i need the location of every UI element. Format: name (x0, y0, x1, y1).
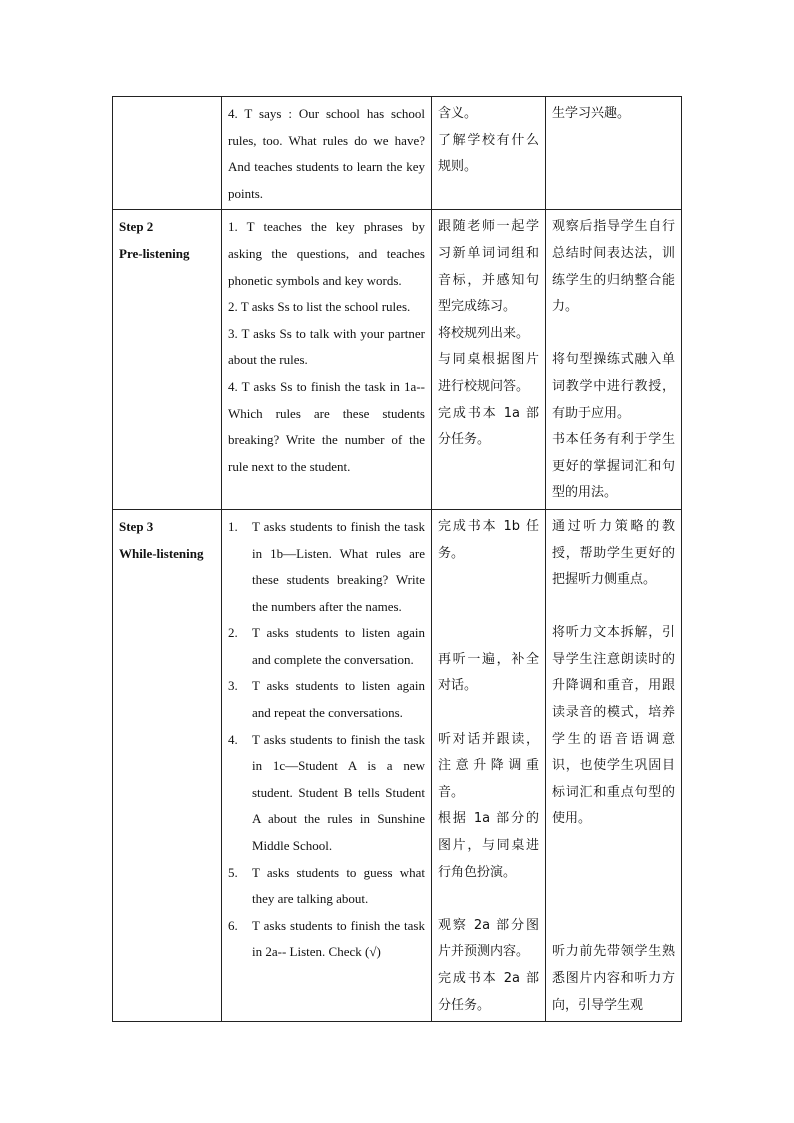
student-activity-text: 与同桌根据图片进行校规问答。 (438, 352, 539, 394)
step-label: Step 2 (119, 219, 154, 235)
student-activity-cell (432, 509, 546, 1021)
purpose-text: 将句型操练式融入单词教学中进行教授，有助于应用。 (552, 352, 675, 421)
task-text: T asks students to guess what they are talking about. (252, 864, 425, 907)
table-row (113, 509, 682, 1021)
task-number: 3. (228, 678, 238, 694)
teacher-activity-text: 3. T asks Ss to talk with your partner about the rules. (228, 325, 425, 368)
student-activity-text: 完成书本 1b 任务。 (438, 518, 539, 561)
teacher-activity-text: 1. T teaches the key phrases by asking the questions, and teaches phonetic symbols and key words. (228, 219, 425, 288)
teacher-activity-cell (222, 97, 432, 210)
step-cell (113, 509, 222, 1021)
purpose-text: 观察后指导学生自行总结时间表达法，训练学生的归纳整合能力。 (552, 219, 675, 315)
list-item (228, 727, 425, 860)
task-text: T asks students to finish the task in 1c—Student A is a new student. Student B tells Student A about the rules in Sunshine Middle School. (252, 731, 425, 854)
purpose-text: 听力前先带领学生熟悉图片内容和听力方向，引导学生观 (552, 944, 675, 1013)
table-row (113, 97, 682, 210)
student-activity-text: 了解学校有什么规则。 (438, 132, 539, 175)
student-activity-cell (432, 210, 546, 510)
teacher-activity-cell (222, 210, 432, 510)
table-row (113, 210, 682, 510)
task-text: T asks students to listen again and complete the conversation. (252, 625, 425, 667)
lesson-plan-table (112, 96, 682, 1022)
stage-label: While-listening (119, 545, 204, 561)
purpose-cell (546, 210, 682, 510)
student-activity-text: 完成书本 1a 部分任务。 (438, 405, 539, 448)
task-number: 4. (228, 731, 238, 747)
purpose-text: 将听力文本拆解，引导学生注意朗读时的升降调和重音，用跟读录音的模式，培养学生的语音语调意识，也使学生巩固目标词汇和重点句型的使用。 (552, 625, 675, 827)
purpose-cell (546, 97, 682, 210)
task-number: 2. (228, 625, 238, 641)
list-item (228, 514, 425, 620)
teacher-activity-cell (222, 509, 432, 1021)
student-activity-text: 跟随老师一起学习新单词词组和音标，并感知句型完成练习。 (438, 219, 539, 315)
student-activity-text: 完成书本 2a 部分任务。 (438, 971, 539, 1013)
task-number: 5. (228, 864, 238, 880)
student-activity-text: 将校规列出来。 (438, 325, 530, 341)
student-activity-text: 根据 1a 部分的图片，与同桌进行角色扮演。 (438, 811, 539, 880)
list-item (228, 620, 425, 673)
student-activity-text: 含义。 (438, 106, 478, 121)
task-text: T asks students to finish the task in 2a-- Listen. Check (√) (252, 917, 425, 960)
step-cell (113, 210, 222, 510)
list-item (228, 673, 425, 726)
purpose-text: 生学习兴趣。 (552, 106, 631, 121)
teacher-activity-text: 4. T asks Ss to finish the task in 1a-- Which rules are these students breaking? Write the number of the rule next to the student. (228, 378, 425, 474)
task-text: T asks students to finish the task in 1b—Listen. What rules are these students breaking? Write the numbers after the names. (252, 518, 425, 614)
student-activity-text: 观察 2a 部分图片并预测内容。 (438, 917, 539, 960)
student-activity-cell (432, 97, 546, 210)
purpose-text: 通过听力策略的教授，帮助学生更好的把握听力侧重点。 (552, 518, 675, 588)
teacher-activity-text: 4. T says : Our school has school rules, too. What rules do we have? And teaches students to learn the key points. (228, 106, 425, 201)
purpose-text: 书本任务有利于学生更好的掌握词汇和句型的用法。 (552, 432, 675, 501)
list-item (228, 913, 425, 966)
task-list (228, 514, 425, 966)
student-activity-text: 听对话并跟读，注意升降调重音。 (438, 731, 539, 800)
list-item (228, 860, 425, 913)
task-number: 1. (228, 518, 238, 534)
student-activity-text: 再听一遍，补全对话。 (438, 651, 539, 694)
step-cell (113, 97, 222, 210)
teacher-activity-text: 2. T asks Ss to list the school rules. (228, 299, 411, 315)
purpose-cell (546, 509, 682, 1021)
stage-label: Pre-listening (119, 245, 190, 261)
step-label: Step 3 (119, 518, 154, 534)
task-text: T asks students to listen again and repeat the conversations. (252, 678, 425, 721)
task-number: 6. (228, 917, 238, 933)
